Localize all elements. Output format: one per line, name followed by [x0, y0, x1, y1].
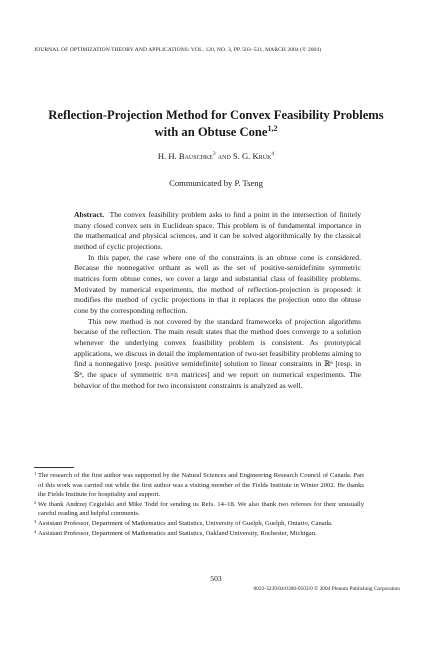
title-footnote-marks: 1,2 [267, 123, 278, 133]
footnotes [34, 471, 364, 538]
page-number: 503 [210, 574, 222, 583]
author-connector: and [215, 151, 233, 161]
footnote-1-text: The research of the first author was supported by the Natural Sciences and Engineering Research Council of Canada. Part of this work was carried out while the first author was a visiting member of the Fields Institute in Winter 2002. He thanks the Fields Institute for hospitality and support. [38, 472, 364, 499]
footnote-divider [34, 467, 74, 468]
author-bauschke-mark: 3 [212, 151, 216, 157]
footnote-1 [34, 471, 364, 500]
footnote-2 [34, 500, 364, 519]
abstract-paragraph-1 [74, 210, 361, 253]
footnote-2-text: We thank Andrzej Cegielski and Mike Todd for sending us Refs. 14–18. We also thank two referees for their unusually careful reading and helpful comments. [38, 500, 364, 518]
footnote-4 [34, 529, 364, 539]
footnote-3 [34, 519, 364, 529]
abstract-paragraph-2: In this paper, the case where one of the constraints is an obtuse cone is considered. Because the nonnegative orthant as well as the set of positive-semidefinite symmetric matrices form obtuse cones, we cover a large and substantial class of feasibility problems. Motivated by numerical experiments, the method of reflection-projection is proposed: it modifies the method of cyclic projections in that it replaces the projection onto the obtuse cone by the corresponding reflection. [74, 252, 361, 315]
author-kruk-mark: 4 [271, 151, 275, 157]
footnote-3-text: Assistant Professor, Department of Mathematics and Statistics, University of Guelph, Guelph, Ontario, Canada. [38, 519, 333, 527]
footnote-1-mark: 1 [34, 471, 37, 476]
paper-title-text: Reflection-Projection Method for Convex Feasibility Problems with an Obtuse Cone [48, 108, 384, 139]
footnote-3-mark: 3 [34, 518, 37, 524]
abstract [74, 210, 361, 391]
abstract-p1-text: The convex feasibility problem asks to find a point in the intersection of finitely many closed convex sets in Euclidean space. This problem is of fundamental importance in the mathematical and physical sciences, and it can be solved algorithmically by the classical method of cyclic projections. [74, 210, 361, 251]
author-bauschke: H. H. Bauschke [157, 151, 213, 161]
abstract-paragraph-3: This new method is not covered by the standard frameworks of projection algorithms because of the reflection. The main result states that the method does converge to a solution whenever the underlying convex feasibility problem is consistent. As prototypical applications, we discuss in detail the implementation of two-set feasibility problems aiming to find a nonnegative [resp. positive semidefinite] solution to linear constraints in ℝⁿ [resp. in 𝕊ⁿ, the space of symmetric n×n matrices] and we report on numerical experiments. The behavior of the method for two inconsistent constraints is analyzed as well. [74, 316, 361, 390]
footnote-4-mark: 4 [34, 528, 37, 534]
abstract-label: Abstract. [74, 210, 105, 219]
journal-running-header: JOURNAL OF OPTIMIZATION THEORY AND APPLICATIONS: VOL. 120, NO. 3, PP. 503–531, MARCH 2004 (© 2004) [34, 47, 322, 53]
communicated-by: Communicated by P. Tseng [169, 178, 263, 188]
footnote-2-mark: 2 [34, 499, 37, 505]
author-kruk: S. G. Kruk [232, 151, 272, 161]
copyright-line: 0022-3239/04/0300-0503/0 © 2004 Plenum Publishing Corporation [253, 586, 400, 592]
footnote-4-text: Assistant Professor, Department of Mathematics and Statistics, Oakland University, Rochester, Michigan. [38, 529, 317, 537]
paper-title [40, 107, 392, 140]
author-line [40, 151, 392, 161]
